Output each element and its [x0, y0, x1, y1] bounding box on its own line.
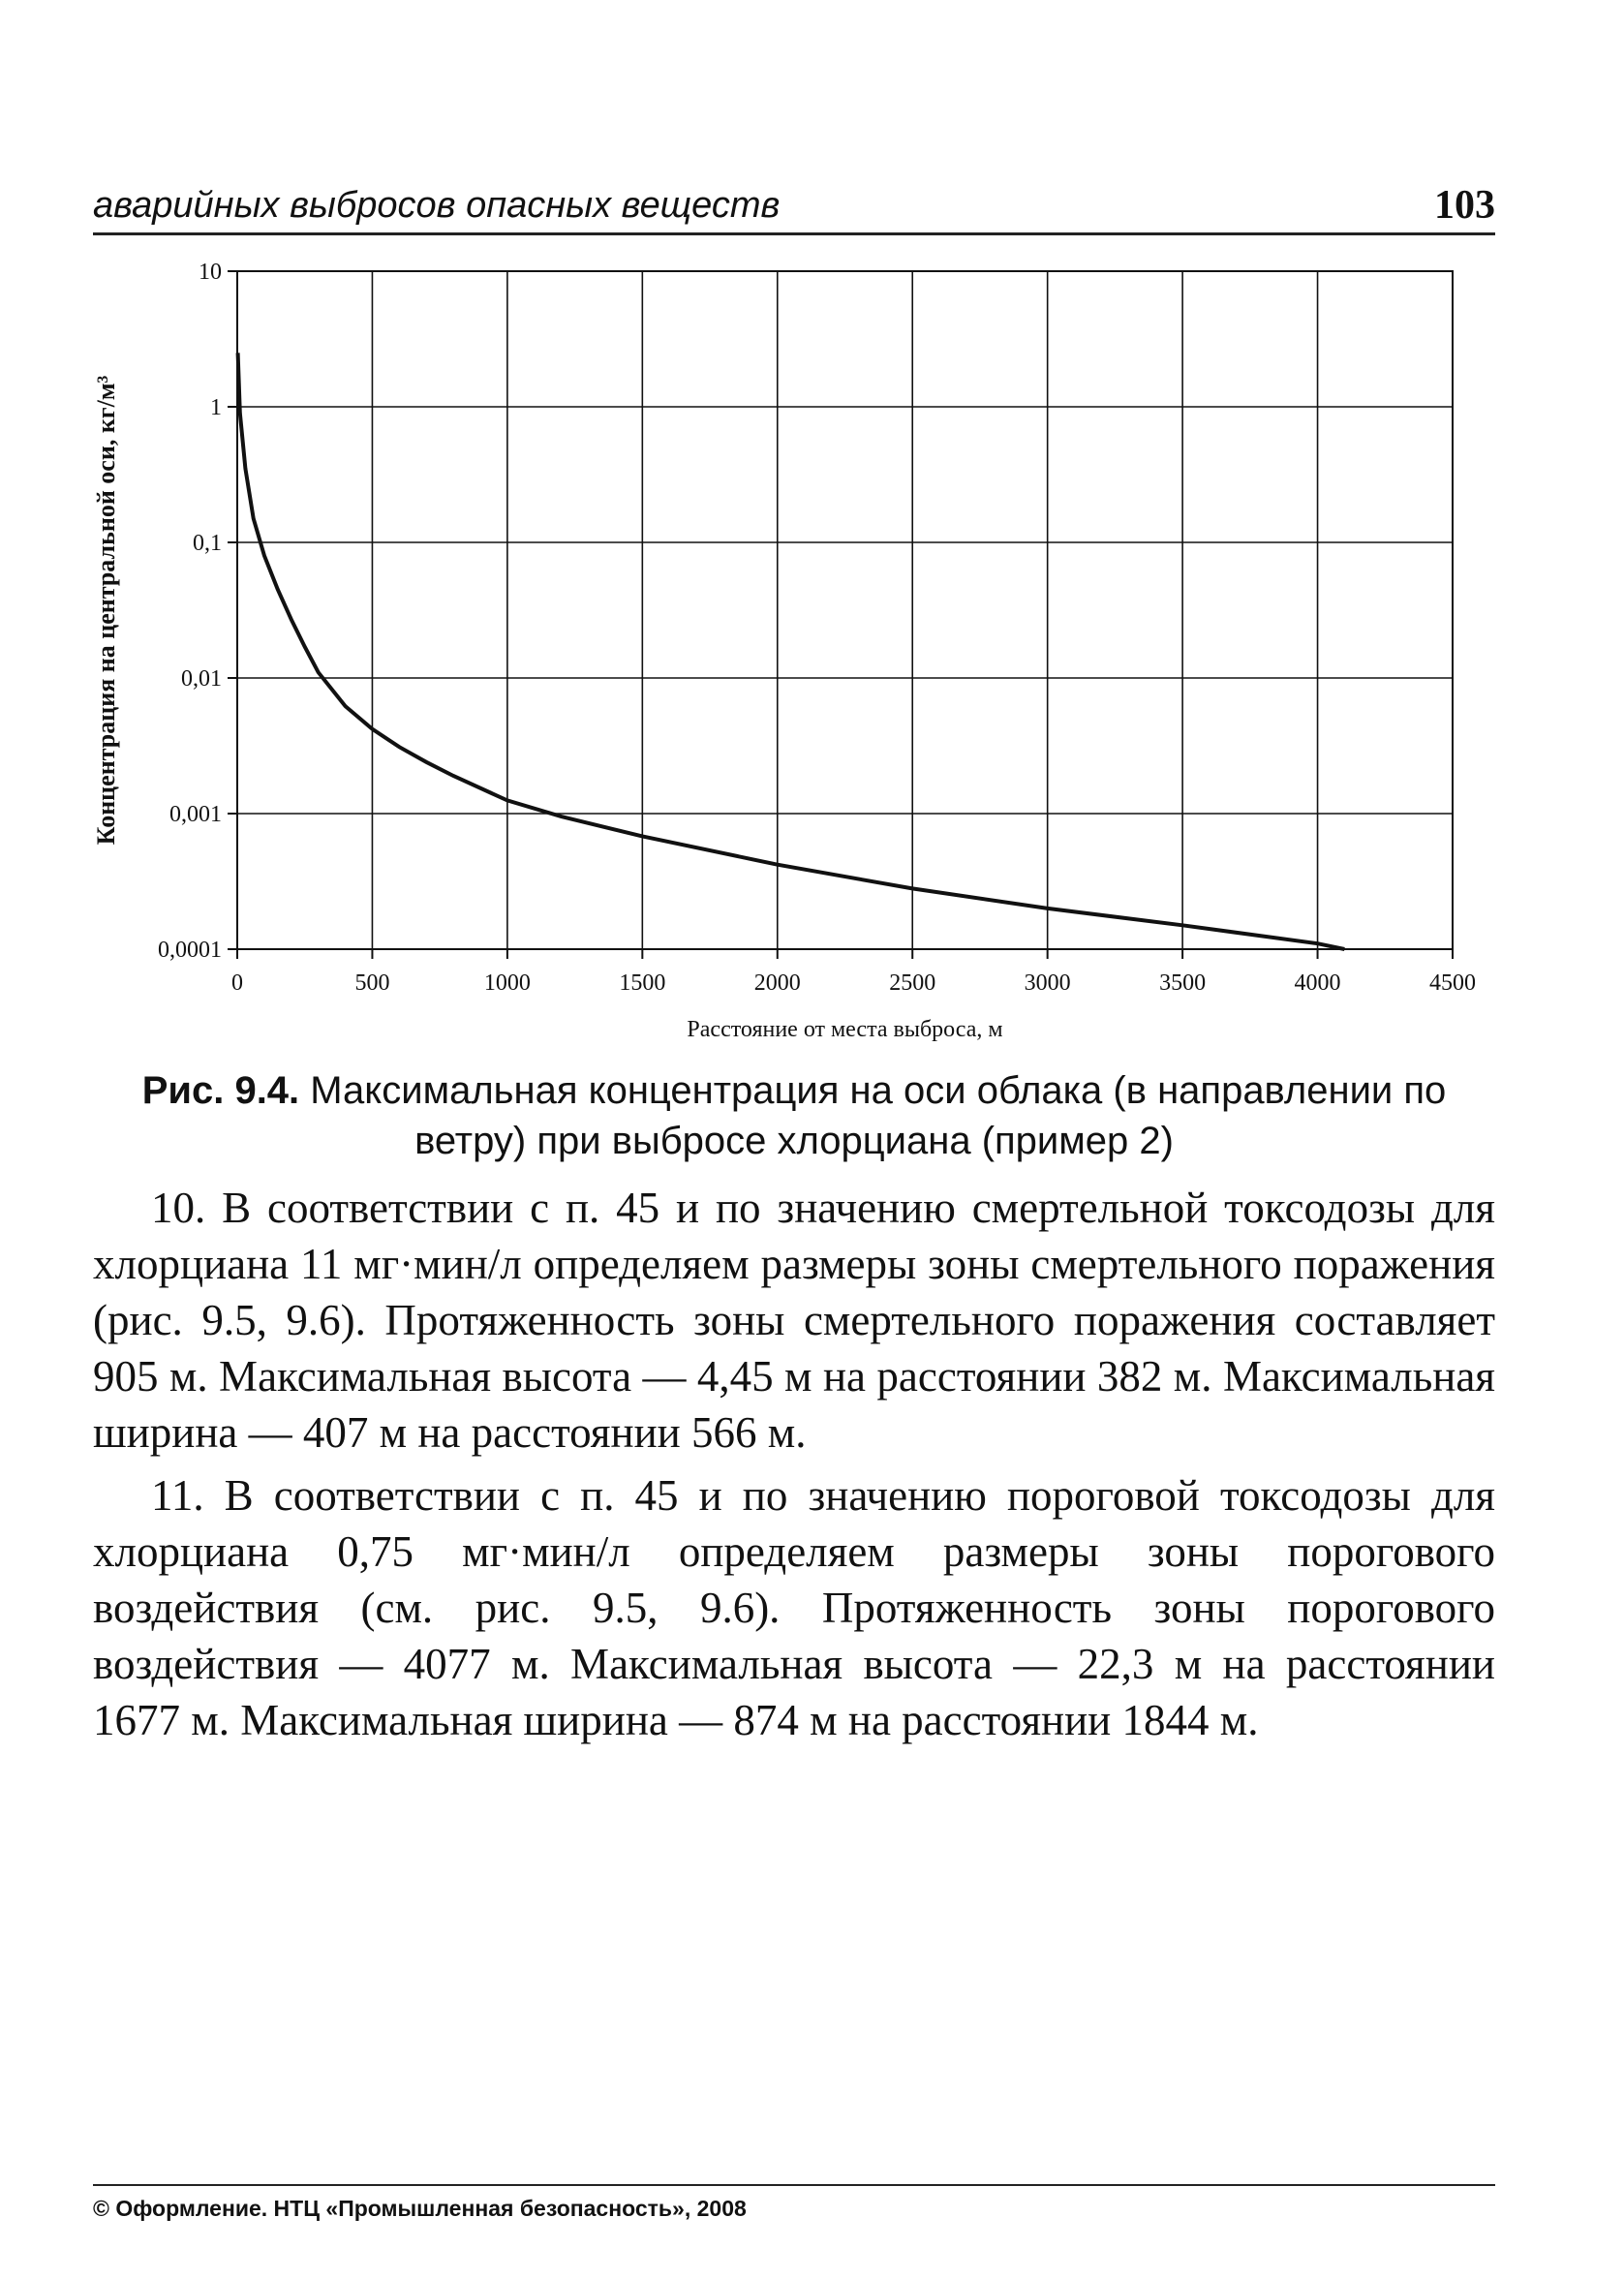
x-tick-label: 1000 — [483, 970, 531, 996]
running-header — [93, 178, 1495, 235]
x-tick-label: 2000 — [753, 970, 801, 996]
running-title: аварийных выбросов опасных веществ — [93, 185, 781, 226]
y-tick-label: 0,1 — [193, 531, 222, 556]
x-tick-label: 2500 — [889, 970, 936, 996]
plot-area-frame — [237, 271, 1453, 949]
x-tick-label: 1500 — [619, 970, 666, 996]
page-footer — [93, 2184, 1495, 2222]
concentration-curve — [238, 353, 1345, 949]
x-tick-label: 0 — [231, 970, 243, 996]
footer-copyright: © Оформление. НТЦ «Промышленная безопасность», 2008 — [93, 2196, 747, 2221]
y-tick-label: 10 — [199, 260, 222, 285]
x-axis-ticks — [231, 949, 1476, 996]
y-tick-label: 1 — [210, 395, 222, 420]
figure-caption-label: Рис. 9.4. — [141, 1069, 300, 1112]
x-tick-label: 4500 — [1429, 970, 1476, 996]
x-tick-label: 3000 — [1024, 970, 1071, 996]
figure-caption — [93, 1065, 1495, 1166]
x-tick-label: 3500 — [1159, 970, 1207, 996]
chart-grid — [237, 271, 1453, 949]
figure-caption-text: Максимальная концентрация на оси облака (в направлении по ветру) при выбросе хлорциана (пример 2) — [299, 1069, 1447, 1162]
x-tick-label: 500 — [354, 970, 390, 996]
y-tick-label: 0,01 — [181, 666, 222, 692]
y-axis-label: Концентрация на центральной оси, кг/м³ — [92, 375, 120, 846]
concentration-chart — [77, 247, 1511, 1061]
y-axis-ticks — [158, 260, 237, 963]
paragraph-11: 11. В соответствии с п. 45 и по значению пороговой токсодозы для хлорциана 0,75 мг·мин/л определяем размеры зоны порогового воздействия (см. рис. 9.5, 9.6). Протяженность зоны порогового воздействия — 4077 м. Максимальная высота — 22,3 м на расстоянии 1677 м. Максимальная ширина — 874 м на расстоянии 1844 м. — [93, 1471, 1495, 1744]
x-tick-label: 4000 — [1294, 970, 1341, 996]
x-axis-label: Расстояние от места выброса, м — [687, 1017, 1003, 1042]
body-text — [93, 1180, 1495, 1755]
paragraph-10: 10. В соответствии с п. 45 и по значению смертельной токсодозы для хлорциана 11 мг·мин/л определяем размеры зоны смертельного поражения (рис. 9.5, 9.6). Протяженность зоны смертельного поражения составляет 905 м. Максимальная высота — 4,45 м на расстоянии 382 м. Максимальная ширина — 407 м на расстоянии 566 м. — [93, 1184, 1495, 1457]
y-tick-label: 0,0001 — [158, 938, 222, 963]
page-number: 103 — [1434, 183, 1495, 228]
y-tick-label: 0,001 — [169, 802, 222, 827]
